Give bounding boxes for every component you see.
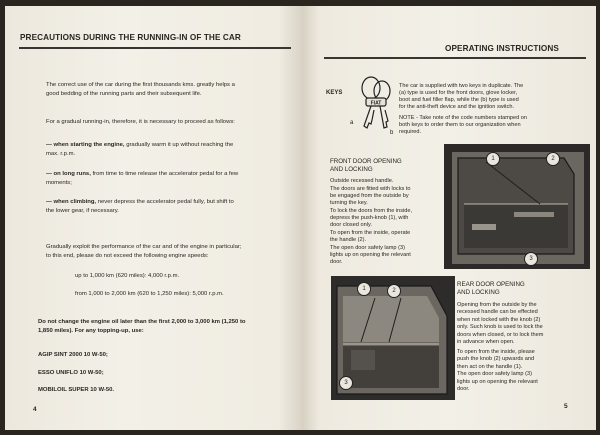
front-text-1: Outside recessed handle.	[330, 178, 394, 184]
rear-text-4: only. Such knob is used to lock the	[457, 324, 543, 330]
key-a-label: a	[350, 120, 354, 126]
performance-line-1: Gradually exploit the performance of the car and of the engine in particular;	[46, 244, 242, 250]
front-text-5: To lock the doors from the inside,	[330, 208, 413, 214]
front-door-drawing	[444, 144, 590, 269]
item-climbing-line2: the lower gear, if necessary.	[46, 208, 119, 214]
front-text-7: door closed only.	[330, 222, 372, 228]
front-callout-2: 2	[546, 152, 560, 166]
rear-text-11: lights up on opening the relevant	[457, 379, 538, 385]
rear-text-6: in advance when open.	[457, 339, 515, 345]
front-text-12: door.	[330, 259, 343, 265]
front-text-11: lights up on opening the relevant	[330, 252, 411, 258]
front-text-4: turning the key.	[330, 200, 368, 206]
keys-text-1: The car is supplied with two keys in duplicate. The	[399, 83, 524, 89]
rear-text-5: doors when closed, or to lock them	[457, 332, 544, 338]
item-starting-rest: gradually warm it up without reaching the	[124, 142, 234, 148]
rear-text-7: To open from the inside, please	[457, 349, 535, 355]
keys-text-5: NOTE - Take note of the code numbers stamped on	[399, 115, 527, 121]
keys-text-2: (a) type is used for the front doors, glove locker,	[399, 90, 518, 96]
front-text-6: depress the push-knob (1), with	[330, 215, 409, 221]
front-text-8: To open from the inside, operate	[330, 230, 411, 236]
rear-door-photo	[331, 276, 455, 400]
front-text-10: The open door safety lamp (3)	[330, 245, 405, 251]
performance-line-2: to this end, please do not exceed the following engine speeds:	[46, 253, 209, 259]
right-heading-rule	[324, 57, 586, 59]
keys-illustration	[344, 74, 400, 136]
front-text-9: the handle (2).	[330, 237, 367, 243]
left-page	[5, 6, 302, 430]
front-text-3: be engaged from the outside by	[330, 193, 409, 199]
front-door-title-1: FRONT DOOR OPENING	[330, 158, 402, 165]
item-starting-bold: — when starting the engine,	[46, 142, 125, 148]
item-long-runs-rest: from time to time release the accelerator pedal for a few	[90, 171, 239, 177]
right-page-number: 5	[564, 403, 568, 410]
right-page	[302, 6, 596, 430]
running-in-intro: For a gradual running-in, therefore, it is necessary to proceed as follows:	[46, 119, 235, 125]
rear-callout-2: 2	[387, 284, 401, 298]
rear-callout-3: 3	[339, 376, 353, 390]
rear-door-title-2: AND LOCKING	[457, 289, 500, 296]
item-climbing-bold: — when climbing,	[46, 199, 97, 205]
item-starting-engine	[46, 141, 233, 150]
keys-label: KEYS	[326, 90, 343, 96]
item-climbing-rest: never depress the accelerator pedal fully, but shift to	[96, 199, 234, 205]
speed-limit-1: up to 1,000 km (620 miles): 4,000 r.p.m.	[75, 273, 180, 279]
keys-text-4: for the anti-theft device and the ignition switch.	[399, 104, 515, 110]
keys-text-3: boot and fuel filler flap, while the (b) type is used	[399, 97, 519, 103]
rear-callout-1: 1	[357, 282, 371, 296]
keys-text-7: required.	[399, 129, 422, 135]
rear-text-2: recessed handle can be effected	[457, 309, 538, 315]
rear-text-8: push the knob (2) upwards and	[457, 356, 535, 362]
item-starting-line2: max. r.p.m.	[46, 151, 76, 157]
front-callout-3: 3	[524, 252, 538, 266]
front-text-2: The doors are fitted with locks to	[330, 186, 411, 192]
rear-text-12: door.	[457, 386, 470, 392]
item-long-runs	[46, 170, 238, 179]
rear-text-10: The open door safety lamp (3)	[457, 371, 532, 377]
oil-note-line-1: Do not change the engine oil later than the first 2,000 to 3,000 km (1,250 to	[38, 319, 246, 325]
left-page-heading: PRECAUTIONS DURING THE RUNNING-IN OF THE CAR	[20, 33, 241, 42]
oil-esso: ESSO UNIFLO 10 W-50;	[38, 370, 104, 376]
intro-line-1: The correct use of the car during the first thousands kms. greatly helps a	[46, 82, 235, 88]
rear-text-3: when not locked with the knob (2)	[457, 317, 541, 323]
speed-limit-2: from 1,000 to 2,000 km (620 to 1,250 miles): 5,000 r.p.m.	[75, 291, 224, 297]
key-b-label: b	[390, 130, 394, 136]
rear-text-1: Opening from the outside by the	[457, 302, 537, 308]
front-callout-1: 1	[486, 152, 500, 166]
right-page-heading: OPERATING INSTRUCTIONS	[445, 44, 559, 53]
item-climbing	[46, 198, 234, 207]
item-long-runs-bold: — on long runs,	[46, 171, 91, 177]
oil-note-line-2: 1,850 miles). For any topping-up, use:	[38, 328, 144, 334]
rear-text-9: then act on the handle (1).	[457, 364, 523, 370]
item-long-runs-line2: moments;	[46, 180, 72, 186]
key-fob-tag: FIAT	[370, 100, 382, 107]
left-page-number: 4	[33, 406, 37, 413]
oil-mobiloil: MOBILOIL SUPER 10 W-50.	[38, 387, 115, 393]
left-heading-rule	[19, 47, 291, 49]
rear-door-title-1: REAR DOOR OPENING	[457, 281, 525, 288]
keys-text-6: both keys to order them to our organization when	[399, 122, 521, 128]
oil-agip: AGIP SINT 2000 10 W-50;	[38, 352, 108, 358]
front-door-title-2: AND LOCKING	[330, 166, 373, 173]
intro-line-2: good bedding of the running parts and their subsequent life.	[46, 91, 202, 97]
front-door-photo	[444, 144, 590, 269]
